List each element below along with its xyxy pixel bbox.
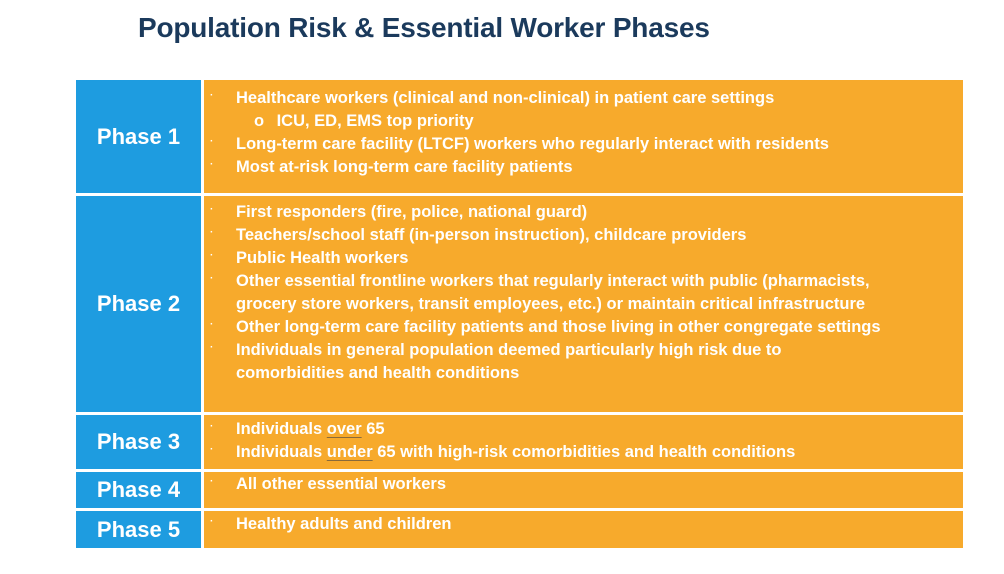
- bullet-marker: ·: [210, 159, 214, 170]
- phase-5-label: Phase 5: [76, 511, 201, 548]
- phase-3-item: · Individuals under 65 with high-risk comorbidities and health conditions: [204, 441, 963, 464]
- phase-2-item-continued: grocery store workers, transit employees, etc.) or maintain critical infrastructure: [236, 295, 866, 313]
- sub-bullet-marker: o: [254, 112, 265, 130]
- phase-3-row: [76, 415, 963, 469]
- bullet-marker: ·: [210, 476, 214, 487]
- phase-5-body: [204, 511, 963, 548]
- phase-4-row: [76, 472, 963, 508]
- phase-2-item: · Public Health workers: [204, 247, 963, 270]
- phase-3-body: [204, 415, 963, 469]
- bullet-marker: ·: [210, 273, 214, 284]
- phase-1-item: · Healthcare workers (clinical and non-clinical) in patient care settings: [204, 87, 963, 110]
- phase-4-label: Phase 4: [76, 472, 201, 508]
- phase-1-item: · Most at-risk long-term care facility patients: [204, 156, 963, 179]
- phase-2-item: · Teachers/school staff (in-person instruction), childcare providers: [204, 224, 963, 247]
- phase-2-row: [76, 196, 963, 412]
- bullet-marker: ·: [210, 421, 214, 432]
- phase-2-item: · First responders (fire, police, national guard): [204, 201, 963, 224]
- phase-1-subitem: o ICU, ED, EMS top priority: [204, 110, 963, 133]
- phase-2-item: · Other essential frontline workers that regularly interact with public (pharmacists,: [204, 270, 963, 293]
- page-title: Population Risk & Essential Worker Phases: [138, 12, 710, 43]
- bullet-marker: ·: [210, 136, 214, 147]
- phase-2-label: Phase 2: [76, 196, 201, 412]
- phase-2-body: [204, 196, 963, 412]
- bullet-marker: ·: [210, 444, 214, 455]
- emphasis-under: under: [326, 443, 373, 461]
- phase-1-item: · Long-term care facility (LTCF) workers who regularly interact with residents: [204, 133, 963, 156]
- bullet-marker: ·: [210, 227, 214, 238]
- bullet-marker: ·: [210, 319, 214, 330]
- emphasis-over: over: [326, 420, 362, 438]
- phase-3-label: Phase 3: [76, 415, 201, 469]
- bullet-marker: ·: [210, 204, 214, 215]
- phase-4-body: [204, 472, 963, 508]
- phase-2-item: · Other long-term care facility patients and those living in other congregate settings: [204, 316, 963, 339]
- phase-2-item: · Individuals in general population deemed particularly high risk due to: [204, 339, 963, 362]
- phase-5-row: [76, 511, 963, 548]
- bullet-marker: ·: [210, 250, 214, 261]
- bullet-marker: ·: [210, 342, 214, 353]
- bullet-marker: ·: [210, 90, 214, 101]
- bullet-marker: ·: [210, 516, 214, 527]
- phase-1-row: [76, 80, 963, 193]
- phase-table: [76, 80, 963, 548]
- phase-4-item: · All other essential workers: [204, 473, 963, 496]
- phase-1-label: Phase 1: [76, 80, 201, 193]
- phase-3-item: · Individuals over 65: [204, 418, 963, 441]
- phase-2-item-continued: comorbidities and health conditions: [236, 364, 520, 382]
- phase-5-item: · Healthy adults and children: [204, 513, 963, 536]
- phase-1-body: [204, 80, 963, 193]
